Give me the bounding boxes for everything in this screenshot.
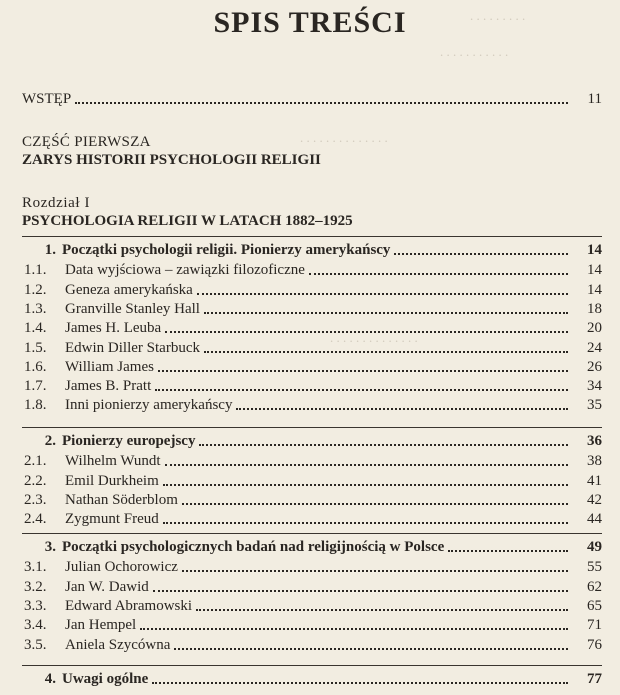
part-title: ZARYS HISTORII PSYCHOLOGII RELIGII (22, 152, 321, 168)
toc-entry-title: Edwin Diller Starbuck (65, 339, 200, 356)
section-divider (22, 665, 602, 666)
toc-entry-title: Data wyjściowa – zawiązki filozoficzne (65, 262, 305, 279)
dot-leader (174, 648, 568, 650)
toc-entry-title: Jan Hempel (65, 617, 137, 634)
dot-leader (155, 389, 568, 391)
toc-section-page: 77 (587, 671, 602, 687)
toc-entry[interactable] (24, 357, 602, 377)
toc-section-page: 36 (587, 433, 602, 449)
toc-entry-title: Emil Durkheim (65, 472, 159, 489)
toc-entry[interactable] (24, 280, 602, 300)
dot-leader (236, 408, 568, 410)
toc-entry-number: 1.4. (24, 320, 47, 337)
toc-entry[interactable] (24, 635, 602, 655)
toc-entry-title: Zygmunt Freud (65, 511, 159, 528)
toc-section[interactable] (24, 669, 602, 689)
toc-entry-title: Edward Abramowski (65, 597, 193, 614)
toc-entry[interactable] (24, 299, 602, 319)
toc-entry[interactable] (24, 395, 602, 415)
toc-entry-number: 3.3. (24, 597, 47, 614)
toc-entry-number: 1.5. (24, 339, 47, 356)
toc-entry-page: 35 (587, 397, 602, 414)
dot-leader (394, 253, 568, 255)
dot-leader (163, 484, 568, 486)
dot-leader (448, 550, 568, 552)
toc-entry[interactable] (24, 509, 602, 529)
toc-entry-number: 1.3. (24, 300, 47, 317)
dot-leader (153, 590, 568, 592)
toc-section[interactable] (24, 240, 602, 260)
toc-entry[interactable] (24, 615, 602, 635)
dot-leader (197, 293, 568, 295)
toc-entry-number: 2.4. (24, 511, 47, 528)
toc-entry-title: Aniela Szycówna (65, 636, 171, 653)
page-title: SPIS TREŚCI (213, 6, 407, 39)
dot-leader (309, 273, 568, 275)
dot-leader (204, 351, 568, 353)
toc-entry[interactable] (24, 471, 602, 491)
toc-entry[interactable] (24, 577, 602, 597)
dot-leader (165, 464, 568, 466)
toc-section[interactable] (24, 431, 602, 451)
toc-entry-number: 1.6. (24, 358, 47, 375)
toc-entry-page: 76 (587, 636, 602, 653)
toc-entry-number: 2.2. (24, 472, 47, 489)
toc-entry-title: William James (65, 358, 154, 375)
toc-entry-title: Granville Stanley Hall (65, 300, 200, 317)
chapter-title: PSYCHOLOGIA RELIGII W LATACH 1882–1925 (22, 213, 353, 229)
toc-entry-title: Inni pionierzy amerykańscy (65, 397, 233, 414)
toc-section-number: 3. (44, 539, 56, 555)
part-label: CZĘŚĆ PIERWSZA (22, 134, 151, 150)
toc-entry-number: 1.7. (24, 378, 47, 395)
toc-entry-page: 71 (587, 617, 602, 634)
dot-leader (165, 331, 568, 333)
toc-entry-title: Julian Ochorowicz (65, 559, 178, 576)
toc-entry-title: WSTĘP (22, 91, 72, 107)
toc-entry-number: 2.1. (24, 453, 47, 470)
toc-entry-page: 34 (587, 378, 602, 395)
toc-entry-title: James B. Pratt (65, 378, 152, 395)
toc-entry-number: 3.5. (24, 636, 47, 653)
toc-entry[interactable] (24, 451, 602, 471)
toc-section-page: 14 (587, 242, 602, 258)
toc-entry[interactable] (24, 596, 602, 616)
section-divider (22, 427, 602, 428)
toc-entry-page: 18 (587, 300, 602, 317)
toc-section-page: 49 (587, 539, 602, 555)
toc-entry-number: 2.3. (24, 491, 47, 508)
section-divider (22, 533, 602, 534)
toc-entry-title: Jan W. Dawid (65, 578, 149, 595)
toc-entry-page: 55 (587, 559, 602, 576)
toc-entry-number: 3.1. (24, 559, 47, 576)
dot-leader (75, 102, 568, 104)
toc-section-title: Początki psychologii religii. Pionierzy amerykańscy (62, 242, 391, 258)
toc-entry-title: James H. Leuba (65, 320, 162, 337)
toc-entry-title: Nathan Söderblom (65, 491, 178, 508)
toc-section-title: Początki psychologicznych badań nad religijnością w Polsce (62, 539, 445, 555)
toc-section-title: Pionierzy europejscy (62, 433, 196, 449)
toc-entry-page: 65 (587, 597, 602, 614)
toc-entry-page: 24 (587, 339, 602, 356)
toc-entry-page: 38 (587, 453, 602, 470)
toc-entry[interactable] (24, 260, 602, 280)
toc-entry-page: 26 (587, 358, 602, 375)
dot-leader (196, 609, 568, 611)
toc-entry-page: 14 (587, 262, 602, 279)
section-divider (22, 236, 602, 237)
toc-entry-page: 44 (587, 511, 602, 528)
toc-section-number: 2. (44, 433, 56, 449)
toc-entry-page: 42 (587, 491, 602, 508)
toc-entry[interactable] (24, 557, 602, 577)
toc-entry-title: Geneza amerykańska (65, 281, 193, 298)
toc-entry-number: 1.1. (24, 262, 47, 279)
toc-entry-intro[interactable] (22, 89, 602, 109)
toc-section-title: Uwagi ogólne (62, 671, 149, 687)
toc-entry-page: 62 (587, 578, 602, 595)
dot-leader (140, 628, 568, 630)
dot-leader (182, 503, 568, 505)
dot-leader (204, 312, 568, 314)
dot-leader (158, 370, 568, 372)
dot-leader (163, 522, 568, 524)
toc-entry-page: 20 (587, 320, 602, 337)
toc-entry-page: 41 (587, 472, 602, 489)
toc-section[interactable] (24, 537, 602, 557)
toc-entry-number: 1.2. (24, 281, 47, 298)
toc-entry-page: 11 (587, 91, 602, 107)
toc-section-number: 4. (44, 671, 56, 687)
dot-leader (199, 444, 568, 446)
toc-entry-page: 14 (587, 281, 602, 298)
dot-leader (152, 682, 568, 684)
toc-entry-number: 1.8. (24, 397, 47, 414)
toc-entry-number: 3.2. (24, 578, 47, 595)
toc-entry-number: 3.4. (24, 617, 47, 634)
toc-entry[interactable] (24, 490, 602, 510)
chapter-label: Rozdział I (22, 195, 91, 211)
toc-entry[interactable] (24, 376, 602, 396)
toc-entry-title: Wilhelm Wundt (65, 453, 161, 470)
toc-entry[interactable] (24, 318, 602, 338)
toc-entry[interactable] (24, 338, 602, 358)
toc-section-number: 1. (44, 242, 56, 258)
dot-leader (182, 570, 568, 572)
